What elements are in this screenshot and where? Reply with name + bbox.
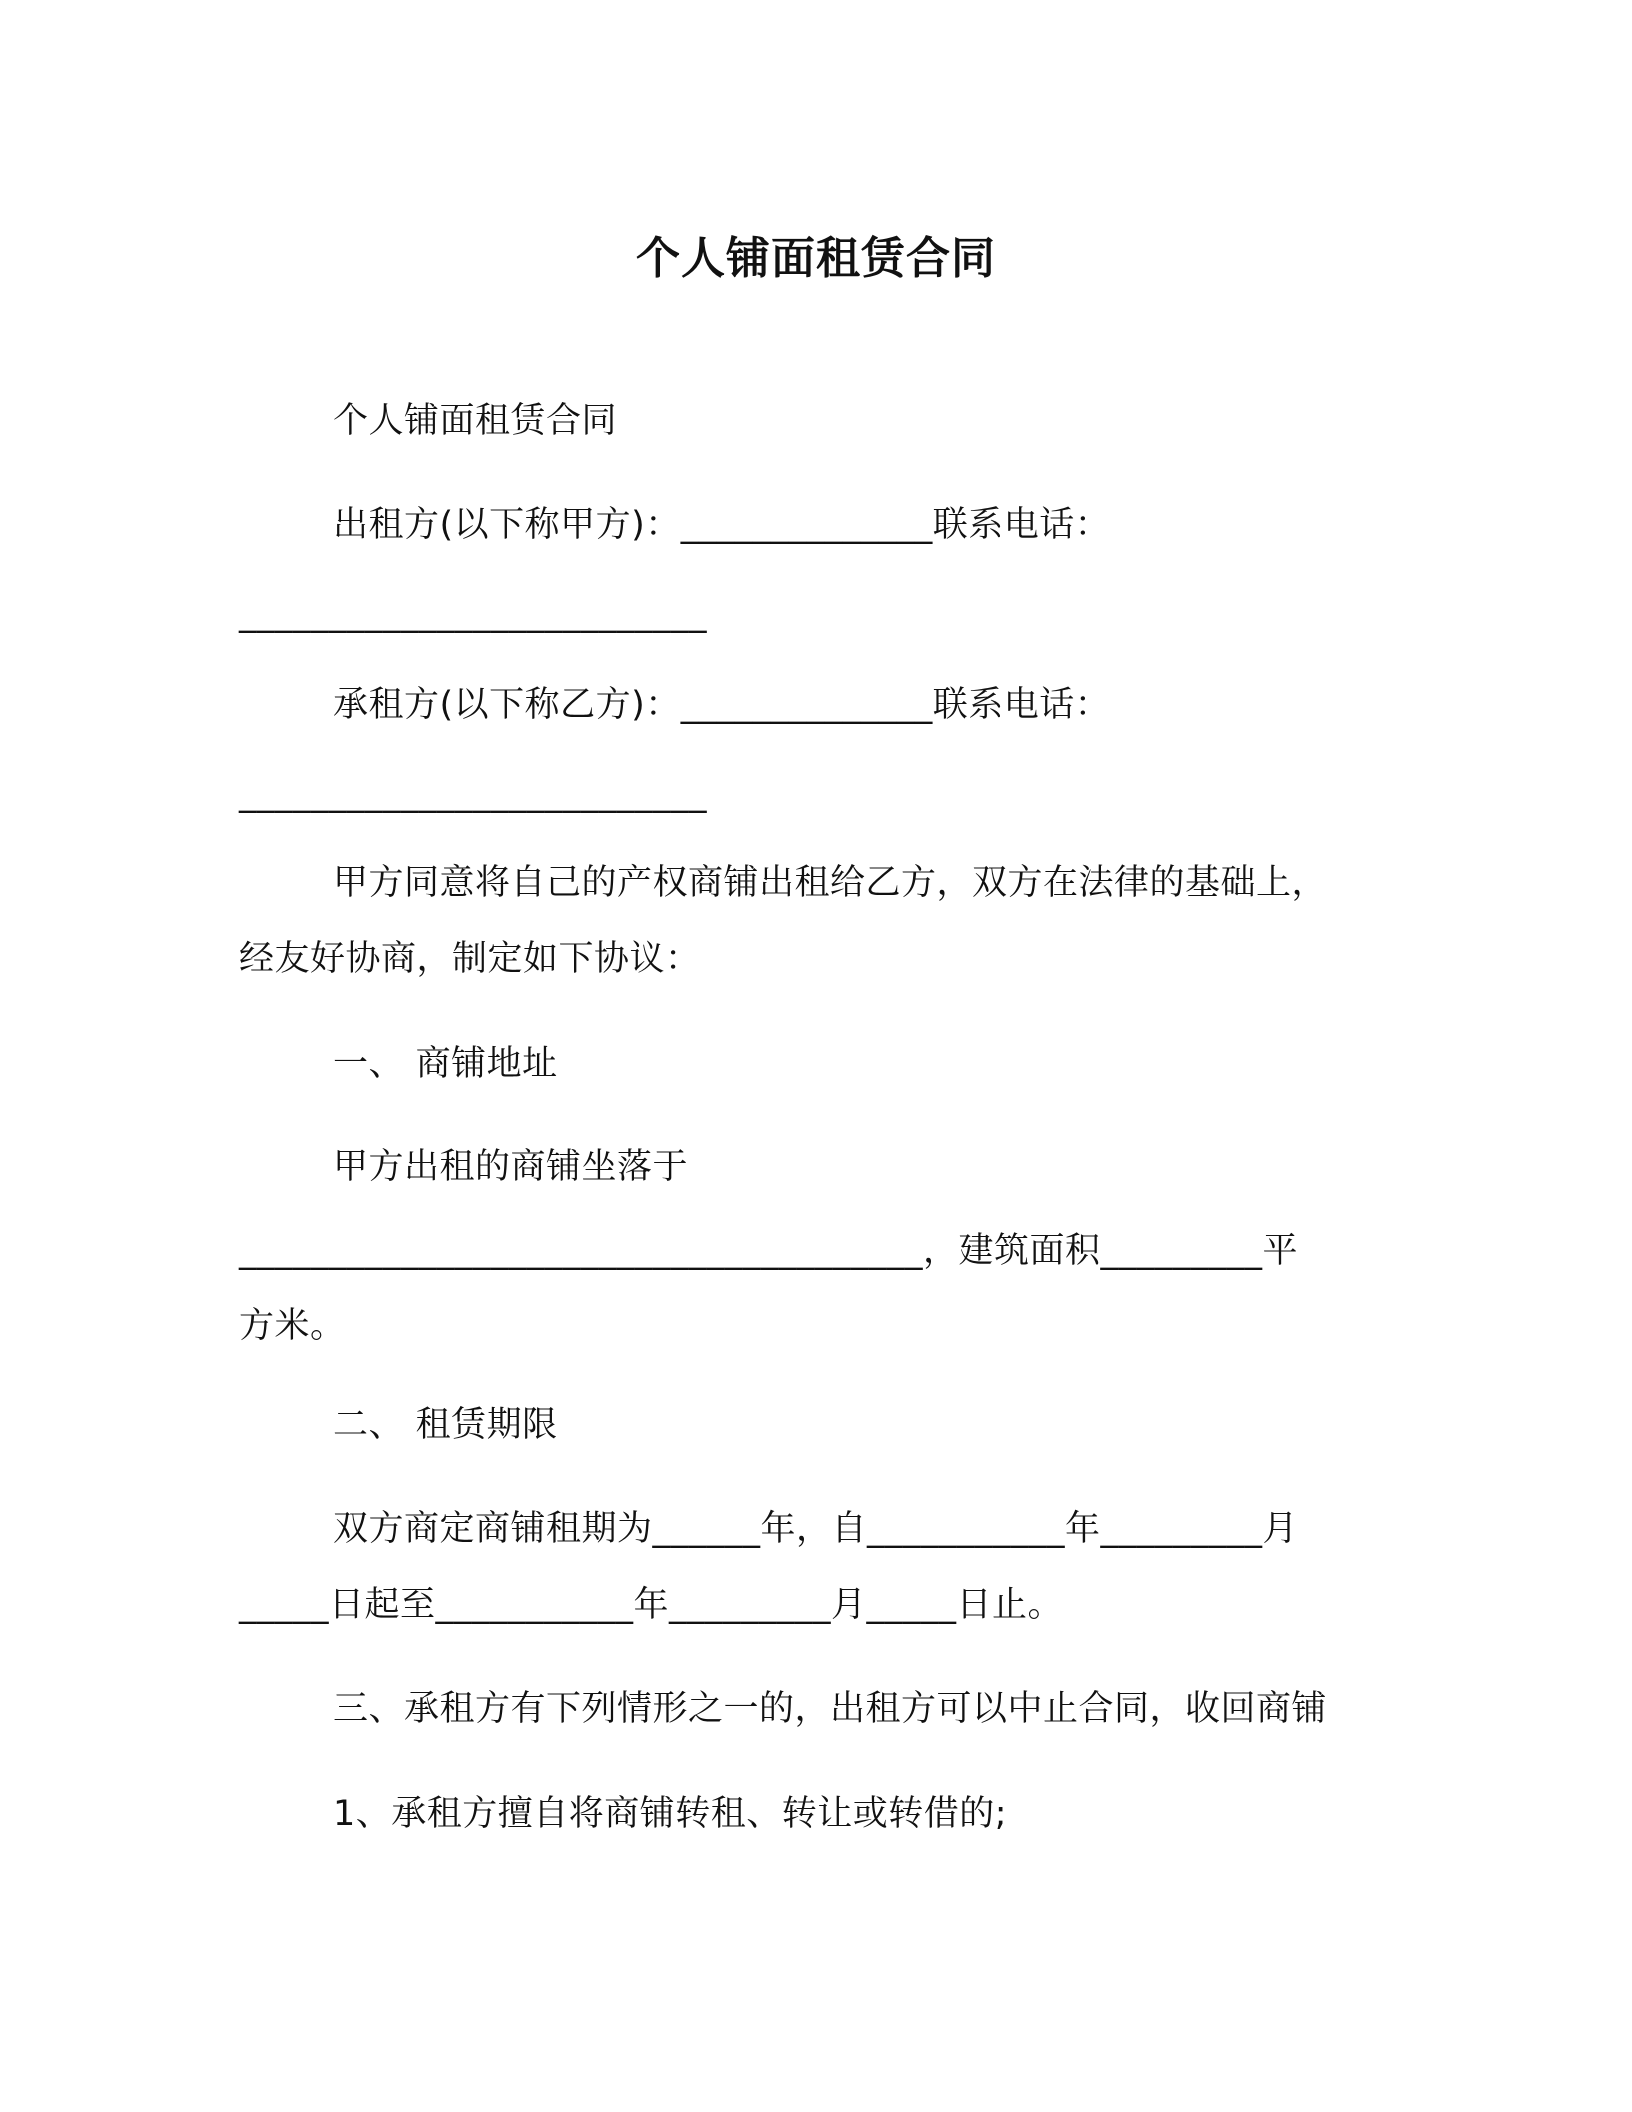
lessor-phone-blank: __________________________ [239, 594, 707, 634]
section-1-heading: 一、 商铺地址 [333, 1044, 558, 1084]
lessee-phone-blank: __________________________ [239, 774, 707, 814]
lease-term-line-1: 双方商定商铺租期为______年，自___________年_________月 [333, 1509, 1299, 1549]
clause-3-1: 1、承租方擅自将商铺转租、转让或转借的; [333, 1794, 1008, 1834]
address-line-2: ______________________________________，建筑面积_________平 [239, 1231, 1299, 1271]
document-title: 个人铺面租赁合同 [636, 233, 996, 284]
section-3-heading: 三、承租方有下列情形之一的，出租方可以中止合同，收回商铺 [333, 1689, 1328, 1729]
agreement-paragraph-line-1: 甲方同意将自己的产权商铺出租给乙方，双方在法律的基础上， [333, 863, 1328, 903]
agreement-paragraph-line-2: 经友好协商，制定如下协议： [239, 939, 701, 979]
subtitle-line: 个人铺面租赁合同 [333, 401, 618, 441]
address-line-3: 方米。 [239, 1306, 346, 1346]
lease-term-line-2: _____日起至___________年_________月_____日止。 [239, 1585, 1064, 1625]
section-2-heading: 二、 租赁期限 [333, 1405, 558, 1445]
address-line-1: 甲方出租的商铺坐落于 [333, 1147, 689, 1187]
lessor-line: 出租方(以下称甲方)：______________联系电话： [333, 505, 1111, 545]
lessee-line: 承租方(以下称乙方)：______________联系电话： [333, 685, 1111, 725]
